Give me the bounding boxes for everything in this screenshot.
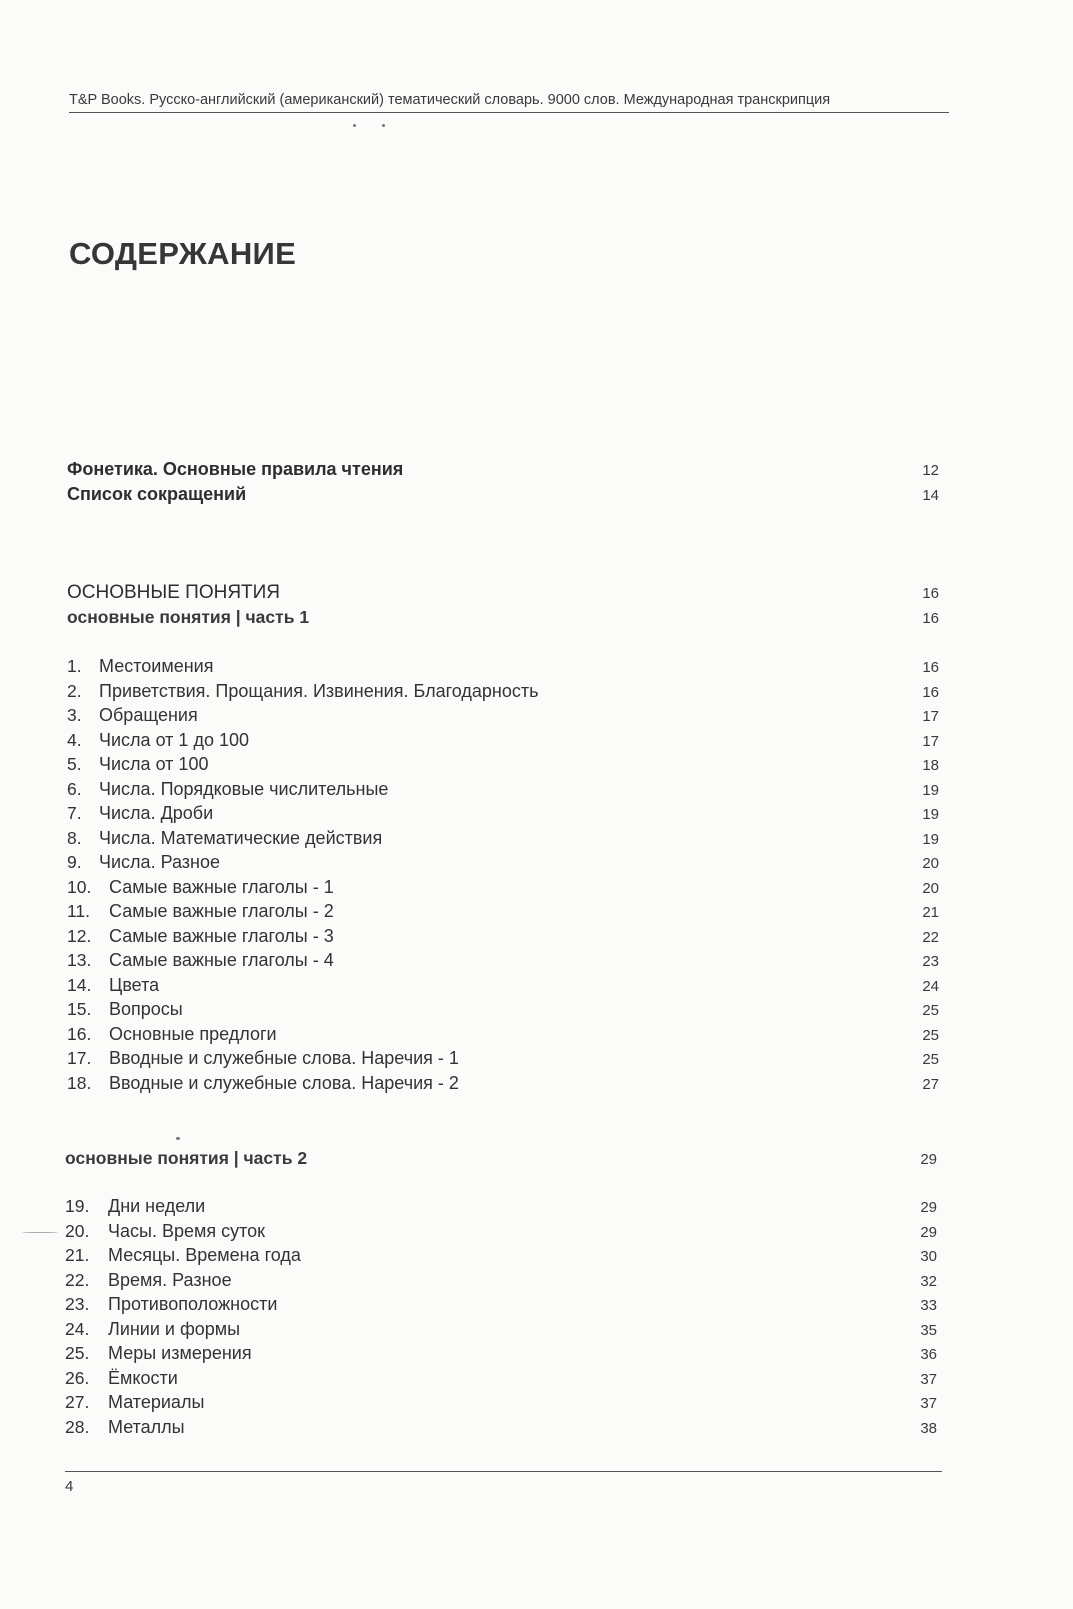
toc-item[interactable]	[67, 803, 939, 827]
toc-item[interactable]	[67, 975, 939, 999]
toc-item-label: Самые важные глаголы - 2	[109, 901, 334, 921]
toc-item-number: 7.	[67, 803, 82, 823]
toc-page-number: 33	[920, 1297, 937, 1314]
toc-entry-label: ОСНОВНЫЕ ПОНЯТИЯ	[67, 582, 281, 603]
scan-speck	[176, 1137, 180, 1140]
toc-item-label: Самые важные глаголы - 1	[109, 877, 334, 897]
toc-item[interactable]	[67, 877, 939, 901]
page-number: 4	[65, 1478, 74, 1495]
toc-item-label: Числа. Разное	[99, 852, 220, 872]
toc-page-number: 35	[920, 1322, 937, 1339]
toc-page-number: 37	[920, 1395, 937, 1412]
toc-item-label: Месяцы. Времена года	[108, 1245, 301, 1265]
footer-rule	[65, 1471, 942, 1472]
toc-item[interactable]	[67, 999, 939, 1023]
toc-item-label: Цвета	[109, 975, 160, 995]
toc-item-number: 8.	[67, 828, 82, 848]
toc-entry-label: основные понятия | часть 2	[65, 1148, 308, 1168]
toc-item-label: Числа. Порядковые числительные	[99, 779, 389, 799]
toc-item-number: 9.	[67, 852, 82, 872]
toc-item-label: Металлы	[108, 1417, 185, 1437]
toc-item-label: Материалы	[108, 1392, 205, 1412]
toc-page-number: 16	[922, 659, 939, 676]
toc-item[interactable]	[67, 852, 939, 876]
toc-item-number: 4.	[67, 730, 82, 750]
toc-item-label: Вопросы	[109, 999, 183, 1019]
toc-page-number: 17	[922, 733, 939, 750]
toc-subsection-heading[interactable]	[65, 1148, 937, 1172]
toc-item-label: Время. Разное	[108, 1270, 232, 1290]
toc-page-number: 16	[922, 684, 939, 701]
toc-item-label: Вводные и служебные слова. Наречия - 1	[109, 1048, 459, 1068]
toc-item[interactable]	[67, 681, 939, 705]
toc-item-number: 20.	[65, 1221, 90, 1241]
toc-item-label: Часы. Время суток	[108, 1221, 266, 1241]
toc-item[interactable]	[67, 1024, 939, 1048]
toc-item-label: Основные предлоги	[109, 1024, 277, 1044]
toc-page-number: 18	[922, 757, 939, 774]
toc-item[interactable]	[65, 1270, 937, 1294]
toc-item[interactable]	[67, 779, 939, 803]
toc-item-label: Меры измерения	[108, 1343, 252, 1363]
toc-item-label: Самые важные глаголы - 4	[109, 950, 334, 970]
toc-section-heading[interactable]	[67, 582, 939, 606]
toc-item-number: 24.	[65, 1319, 90, 1339]
toc-page-number: 25	[922, 1002, 939, 1019]
toc-item-number: 6.	[67, 779, 82, 799]
toc-page-number: 16	[922, 610, 939, 627]
toc-item-number: 17.	[67, 1048, 92, 1068]
toc-page-number: 19	[922, 782, 939, 799]
toc-item[interactable]	[65, 1319, 937, 1343]
toc-page-number: 24	[922, 978, 939, 995]
toc-item-label: Приветствия. Прощания. Извинения. Благодарность	[99, 681, 539, 701]
toc-item[interactable]	[67, 1073, 939, 1097]
toc-item[interactable]	[65, 1368, 937, 1392]
toc-item-number: 11.	[67, 901, 91, 921]
toc-item-label: Противоположности	[108, 1294, 278, 1314]
toc-page-number: 19	[922, 806, 939, 823]
toc-item[interactable]	[65, 1245, 937, 1269]
toc-subsection-heading[interactable]	[67, 607, 939, 631]
toc-item-number: 14.	[67, 975, 92, 995]
toc-page-number: 36	[920, 1346, 937, 1363]
toc-item-number: 3.	[67, 705, 82, 725]
toc-item-number: 21.	[65, 1245, 90, 1265]
toc-item-number: 26.	[65, 1368, 90, 1388]
toc-item[interactable]	[67, 705, 939, 729]
toc-item-label: Числа. Математические действия	[99, 828, 383, 848]
toc-item-number: 25.	[65, 1343, 90, 1363]
toc-page-number: 21	[922, 904, 939, 921]
toc-item-label: Местоимения	[99, 656, 214, 676]
toc-item-label: Числа. Дроби	[99, 803, 214, 823]
toc-entry-label: основные понятия | часть 1	[67, 607, 310, 627]
toc-page-number: 20	[922, 880, 939, 897]
toc-item[interactable]	[67, 754, 939, 778]
toc-item-number: 5.	[67, 754, 82, 774]
toc-item-number: 18.	[67, 1073, 92, 1093]
toc-page-number: 17	[922, 708, 939, 725]
toc-item-label: Числа от 1 до 100	[99, 730, 249, 750]
toc-item[interactable]	[65, 1221, 937, 1245]
toc-item-number: 12.	[67, 926, 92, 946]
toc-item-number: 13.	[67, 950, 92, 970]
toc-item[interactable]	[65, 1294, 937, 1318]
toc-item-number: 22.	[65, 1270, 90, 1290]
page-title: СОДЕРЖАНИЕ	[69, 236, 297, 271]
toc-page-number: 19	[922, 831, 939, 848]
toc-page-number: 29	[920, 1224, 937, 1241]
toc-item-number: 23.	[65, 1294, 90, 1314]
toc-item-label: Обращения	[99, 705, 198, 725]
toc-page-number: 14	[922, 487, 939, 504]
toc-item[interactable]	[67, 828, 939, 852]
scan-speck	[22, 1232, 58, 1233]
running-header: T&P Books. Русско-английский (американский) тематический словарь. 9000 слов. Международная транскрипция	[69, 92, 949, 113]
toc-item[interactable]	[65, 1196, 937, 1220]
toc-page-number: 12	[922, 462, 939, 479]
toc-page-number: 38	[920, 1420, 937, 1437]
toc-page-number: 25	[922, 1051, 939, 1068]
toc-item[interactable]	[67, 656, 939, 680]
toc-entry[interactable]	[67, 484, 939, 508]
toc-item[interactable]	[67, 1048, 939, 1072]
toc-entry-label: Список сокращений	[67, 484, 247, 504]
toc-item-label: Вводные и служебные слова. Наречия - 2	[109, 1073, 459, 1093]
toc-page-number: 25	[922, 1027, 939, 1044]
toc-entry[interactable]	[67, 459, 939, 483]
toc-item-number: 10.	[67, 877, 92, 897]
toc-page-number: 23	[922, 953, 939, 970]
toc-item[interactable]	[65, 1343, 937, 1367]
toc-page-number: 37	[920, 1371, 937, 1388]
toc-page-number: 29	[920, 1151, 937, 1168]
toc-item[interactable]	[67, 730, 939, 754]
toc-item[interactable]	[67, 926, 939, 950]
toc-page-number: 27	[922, 1076, 939, 1093]
toc-item[interactable]	[65, 1417, 937, 1441]
toc-item[interactable]	[65, 1392, 937, 1416]
toc-page-number: 20	[922, 855, 939, 872]
toc-item-number: 15.	[67, 999, 92, 1019]
toc-page-number: 16	[922, 585, 939, 602]
toc-entry-label: Фонетика. Основные правила чтения	[67, 459, 404, 479]
toc-item-label: Числа от 100	[99, 754, 209, 774]
toc-item-label: Самые важные глаголы - 3	[109, 926, 334, 946]
toc-item-label: Дни недели	[108, 1196, 206, 1216]
toc-item-label: Ёмкости	[108, 1368, 178, 1388]
scan-speck	[382, 124, 385, 127]
toc-item-number: 1.	[67, 656, 82, 676]
toc-item-number: 2.	[67, 681, 82, 701]
toc-item-number: 27.	[65, 1392, 90, 1412]
toc-page-number: 22	[922, 929, 939, 946]
toc-page-number: 30	[920, 1248, 937, 1265]
toc-item-label: Линии и формы	[108, 1319, 241, 1339]
toc-item[interactable]	[67, 950, 939, 974]
toc-item-number: 28.	[65, 1417, 90, 1437]
scan-speck	[353, 124, 356, 127]
toc-item-number: 19.	[65, 1196, 90, 1216]
toc-item-number: 16.	[67, 1024, 92, 1044]
toc-page-number: 29	[920, 1199, 937, 1216]
toc-page-number: 32	[920, 1273, 937, 1290]
toc-item[interactable]	[67, 901, 939, 925]
